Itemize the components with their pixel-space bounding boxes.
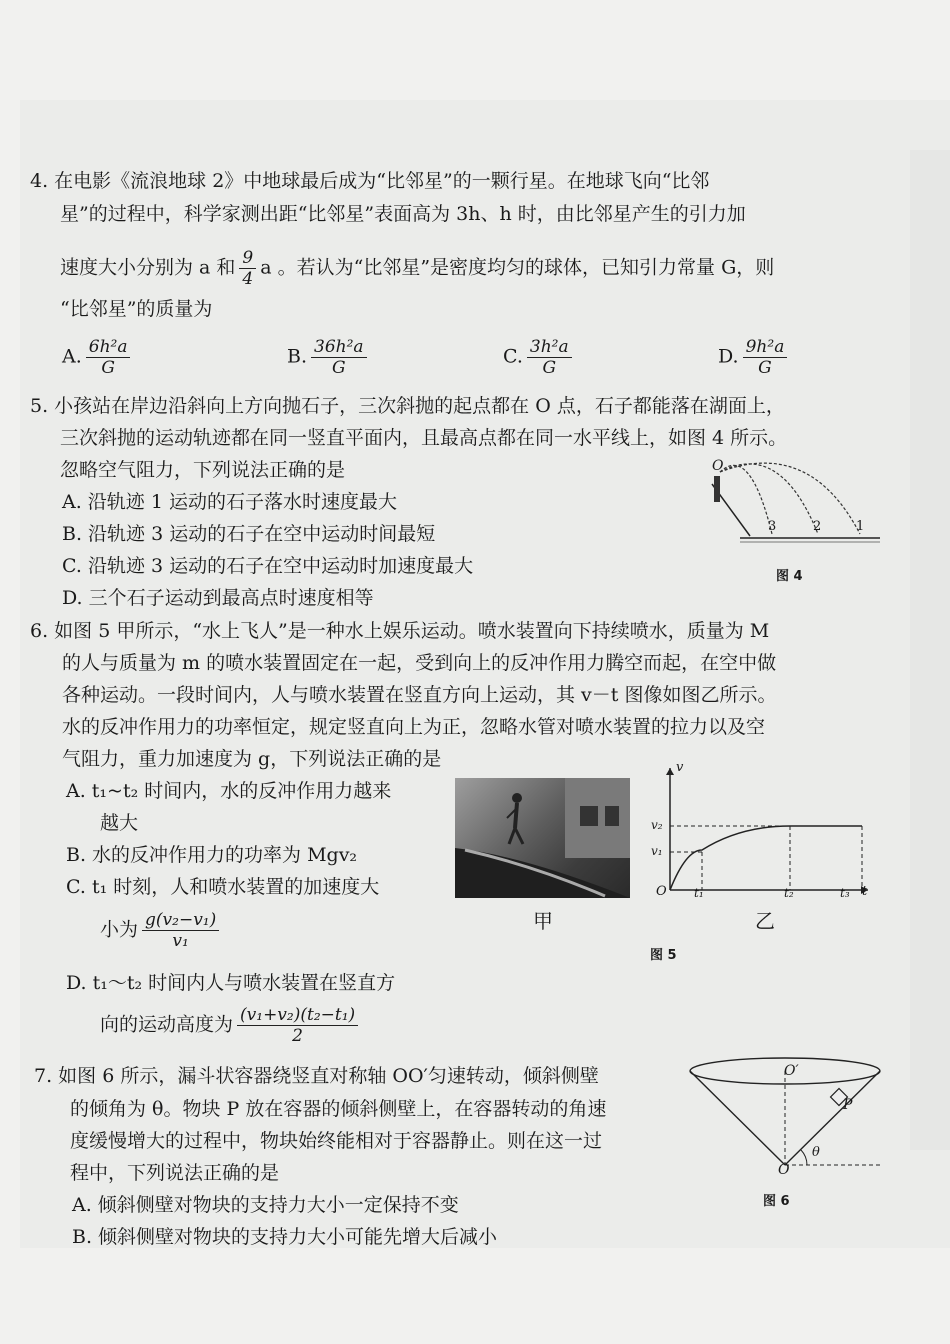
q6-option-c-line1: C. t₁ 时刻，人和喷水装置的加速度大 bbox=[66, 876, 380, 898]
fig4-caption: 图 4 bbox=[776, 569, 803, 584]
fig5-label-yi: 乙 bbox=[755, 909, 775, 933]
q7-line3: 度缓慢增大的过程中，物块始终能相对于容器静止。则在这一过 bbox=[70, 1130, 603, 1152]
q5-option-c: C. 沿轨迹 3 运动的石子在空中运动时加速度最大 bbox=[62, 555, 474, 577]
q7-line4: 程中，下列说法正确的是 bbox=[70, 1162, 280, 1184]
q4-option-a: A. $\frac{\text{6h²a}}{G}$ bbox=[62, 337, 134, 378]
fig4-label-3: 3 bbox=[768, 519, 777, 534]
graph-v-axis: v bbox=[676, 760, 684, 775]
q4-line3 bbox=[60, 248, 774, 289]
q5-option-b: B. 沿轨迹 3 运动的石子在空中运动时间最短 bbox=[62, 523, 436, 545]
bleed-through-margin bbox=[910, 150, 950, 1150]
q4-option-c: C. $\frac{\text{3h²a}}{G}$ bbox=[503, 337, 576, 378]
q6-option-d-line2: 向的运动高度为 $\frac{\text{(v₁+v₂)(t₂−t₁)}}{2}$ bbox=[100, 1005, 362, 1046]
q4-line3-b: a 。若认为“比邻星”是密度均匀的球体，已知引力常量 G，则 bbox=[260, 256, 775, 279]
fig4-label-2: 2 bbox=[813, 519, 822, 534]
graph-t-axis: t bbox=[862, 884, 868, 899]
graph-t2-label: t₂ bbox=[784, 886, 794, 900]
fig4-label-1: 1 bbox=[856, 519, 865, 534]
q7-line1: 7. 如图 6 所示，漏斗状容器绕竖直对称轴 OO′匀速转动，倾斜侧壁 bbox=[34, 1065, 599, 1087]
q4-option-d: D. $\frac{\text{9h²a}}{G}$ bbox=[718, 337, 791, 378]
figure-4-trajectories bbox=[700, 450, 890, 550]
q6-option-c-line2: 小为 $\frac{\text{g(v₂−v₁)}}{\text{v₁}}$ bbox=[100, 910, 223, 951]
q5-line2: 三次斜抛的运动轨迹都在同一竖直平面内，且最高点都在同一水平线上，如图 4 所示。 bbox=[60, 427, 788, 449]
q6-option-b: B. 水的反冲作用力的功率为 Mgv₂ bbox=[66, 844, 358, 866]
q7-option-a: A. 倾斜侧壁对物块的支持力大小一定保持不变 bbox=[72, 1194, 459, 1216]
q6-option-a-line2: 越大 bbox=[100, 812, 139, 834]
q6-line4: 水的反冲作用力的功率恒定，规定竖直向上为正，忽略水管对喷水装置的拉力以及空 bbox=[62, 716, 766, 738]
q6-line2: 的人与质量为 m 的喷水装置固定在一起，受到向上的反冲作用力腾空而起，在空中做 bbox=[62, 652, 777, 674]
fig5-caption: 图 5 bbox=[650, 948, 677, 963]
q4-line4: “比邻星”的质量为 bbox=[60, 298, 213, 320]
fig6-label-theta: θ bbox=[812, 1145, 820, 1160]
graph-origin: O bbox=[656, 884, 667, 899]
water-flyer-photo bbox=[455, 778, 630, 898]
graph-t1-label: t₁ bbox=[694, 886, 704, 900]
fig6-caption: 图 6 bbox=[763, 1194, 790, 1209]
fig4-point-o: O bbox=[712, 458, 724, 474]
q6-option-a-line1: A. t₁~t₂ 时间内，水的反冲作用力越来 bbox=[66, 780, 392, 802]
q6-line1: 6. 如图 5 甲所示，“水上飞人”是一种水上娱乐运动。喷水装置向下持续喷水，质量为 M bbox=[30, 620, 770, 642]
fig6-label-o: O bbox=[778, 1162, 790, 1178]
graph-v2-label: v₂ bbox=[651, 818, 663, 832]
q5-line1: 5. 小孩站在岸边沿斜向上方向抛石子，三次斜抛的起点都在 O 点，石子都能落在湖面上， bbox=[30, 395, 785, 417]
q6-line5: 气阻力，重力加速度为 g，下列说法正确的是 bbox=[62, 748, 442, 770]
fig6-label-p: P bbox=[843, 1097, 853, 1113]
graph-v1-label: v₁ bbox=[651, 844, 663, 858]
graph-t3-label: t₃ bbox=[840, 886, 850, 900]
q5-option-a: A. 沿轨迹 1 运动的石子落水时速度最大 bbox=[62, 491, 397, 513]
q4-line2: 星”的过程中，科学家测出距“比邻星”表面高为 3h、h 时，由比邻星产生的引力加 bbox=[60, 203, 746, 225]
fig6-label-o-prime: O′ bbox=[784, 1063, 799, 1079]
q7-line2: 的倾角为 θ。物块 P 放在容器的倾斜侧壁上，在容器转动的角速 bbox=[70, 1098, 607, 1120]
q5-line3: 忽略空气阻力，下列说法正确的是 bbox=[60, 459, 346, 481]
q6-option-d-line1: D. t₁～t₂ 时间内人与喷水装置在竖直方 bbox=[66, 972, 396, 994]
q6-line3: 各种运动。一段时间内，人与喷水装置在竖直方向上运动，其 v－t 图像如图乙所示。 bbox=[62, 684, 777, 706]
q5-option-d: D. 三个石子运动到最高点时速度相等 bbox=[62, 587, 374, 609]
q4-line3-a: 速度大小分别为 a 和 bbox=[60, 256, 236, 279]
q7-option-b: B. 倾斜侧壁对物块的支持力大小可能先增大后减小 bbox=[72, 1226, 498, 1248]
q4-line1: 4. 在电影《流浪地球 2》中地球最后成为“比邻星”的一颗行星。在地球飞向“比邻 bbox=[30, 170, 710, 192]
q4-fraction: $\frac{9}{4}$ bbox=[239, 248, 256, 289]
q4-option-b: B. $\frac{\text{36h²a}}{G}$ bbox=[287, 337, 371, 378]
fig5-label-jia: 甲 bbox=[533, 909, 553, 933]
